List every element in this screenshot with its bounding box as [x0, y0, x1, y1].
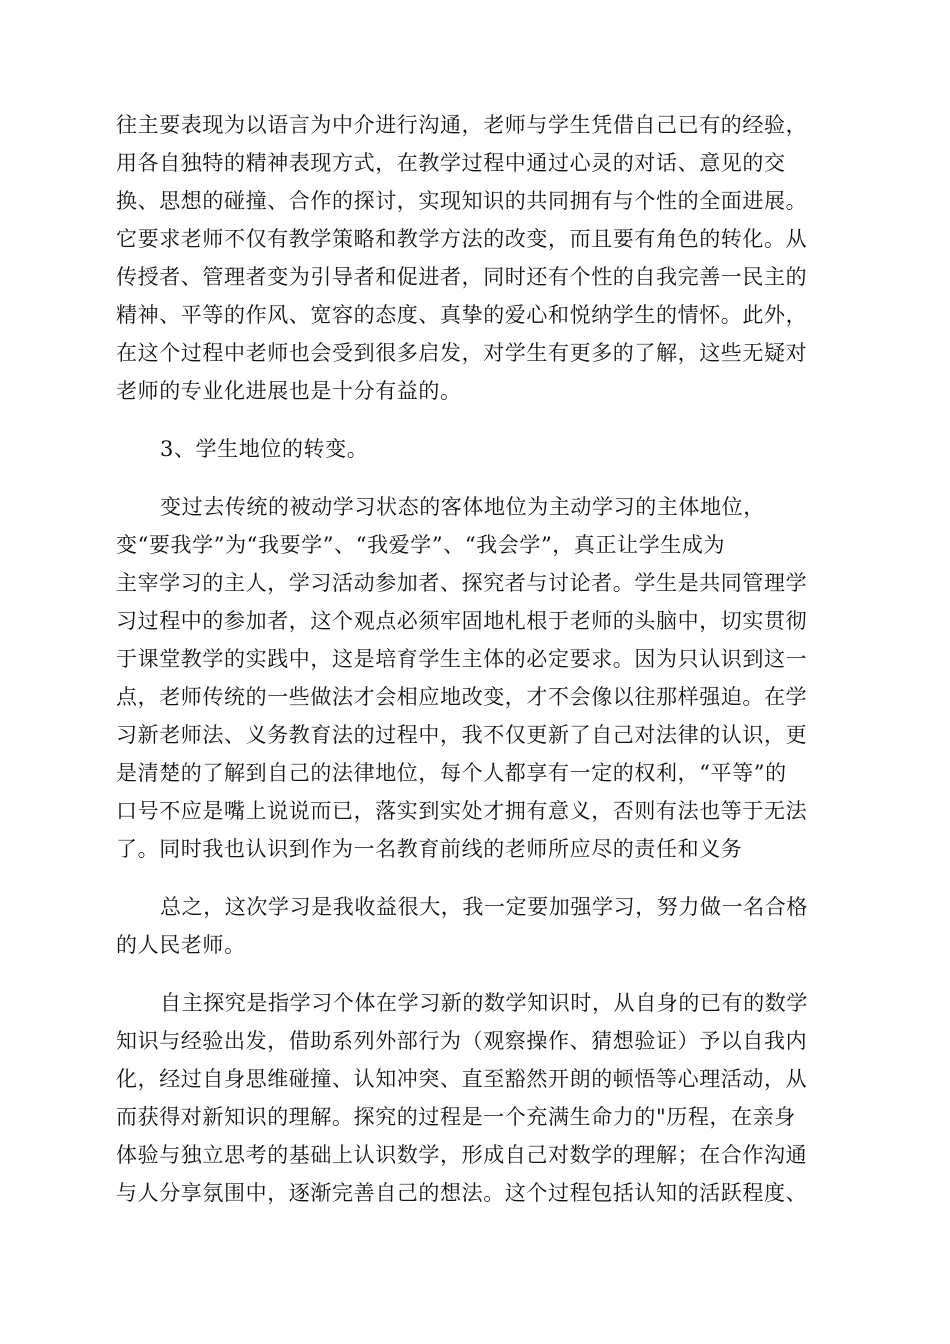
text-line: 换、思想的碰撞、合作的探讨，实现知识的共同拥有与个性的全面进展。 — [116, 189, 808, 213]
paragraph-teacher-role — [116, 106, 834, 410]
text-line: 总之，这次学习是我收益很大，我一定要加强学习，努力做一名合格 — [160, 895, 808, 919]
text-line: 精神、平等的作风、宽容的态度、真挚的爱心和悦纳学生的情怀。此外， — [116, 303, 808, 327]
text-line: 于课堂教学的实践中，这是培育学生主体的必定要求。因为只认识到这一 — [116, 647, 808, 671]
text-line: 传授者、管理者变为引导者和促进者，同时还有个性的自我完善一民主的 — [116, 265, 808, 289]
text-line: 口号不应是嘴上说说而已，落实到实处才拥有意义，否则有法也等于无法 — [116, 799, 808, 823]
text-line: 习过程中的参加者，这个观点必须牢固地札根于老师的头脑中，切实贯彻 — [116, 609, 808, 633]
section-heading-student-status — [116, 430, 834, 468]
paragraph-self-inquiry — [116, 984, 834, 1212]
text-line: 3、学生地位的转变。 — [160, 437, 369, 461]
text-line: 往主要表现为以语言为中介进行沟通，老师与学生凭借自己已有的经验， — [116, 113, 808, 137]
text-line: 与人分享氛围中，逐渐完善自己的想法。这个过程包括认知的活跃程度、 — [116, 1181, 808, 1205]
text-line: 习新老师法、义务教育法的过程中，我不仅更新了自己对法律的认识，更 — [116, 723, 808, 747]
document-body — [116, 106, 834, 1212]
text-line: 是清楚的了解到自己的法律地位，每个人都享有一定的权利，“平等”的 — [116, 761, 787, 785]
text-line: 知识与经验出发，借助系列外部行为（观察操作、猜想验证）予以自我内 — [116, 1029, 808, 1053]
text-line: 变过去传统的被动学习状态的客体地位为主动学习的主体地位， — [160, 495, 765, 519]
text-line: 体验与独立思考的基础上认识数学，形成自己对数学的理解；在合作沟通 — [116, 1143, 808, 1167]
paragraph-student-subject — [116, 488, 834, 868]
text-line: 自主探究是指学习个体在学习新的数学知识时，从自身的已有的数学 — [160, 991, 808, 1015]
text-line: 用各自独特的精神表现方式，在教学过程中通过心灵的对话、意见的交 — [116, 151, 786, 175]
text-line: 而获得对新知识的理解。探究的过程是一个充满生命力的"历程，在亲身 — [116, 1105, 796, 1129]
text-line: 的人民老师。 — [116, 933, 246, 957]
text-line: 它要求老师不仅有教学策略和教学方法的改变，而且要有角色的转化。从 — [116, 227, 808, 251]
text-line: 在这个过程中老师也会受到很多启发，对学生有更多的了解，这些无疑对 — [116, 341, 808, 365]
text-line: 主宰学习的主人，学习活动参加者、探究者与讨论者。学生是共同管理学 — [116, 571, 808, 595]
text-line: 了。同时我也认识到作为一名教育前线的老师所应尽的责任和义务 — [116, 837, 743, 861]
text-line: 点，老师传统的一些做法才会相应地改变，才不会像以往那样强迫。在学 — [116, 685, 808, 709]
paragraph-summary — [116, 888, 834, 964]
text-line: 化，经过自身思维碰撞、认知冲突、直至豁然开朗的顿悟等心理活动，从 — [116, 1067, 808, 1091]
text-line: 变“要我学”为“我要学”、“我爱学”、“我会学”，真正让学生成为 — [116, 533, 726, 557]
text-line: 老师的专业化进展也是十分有益的。 — [116, 379, 462, 403]
